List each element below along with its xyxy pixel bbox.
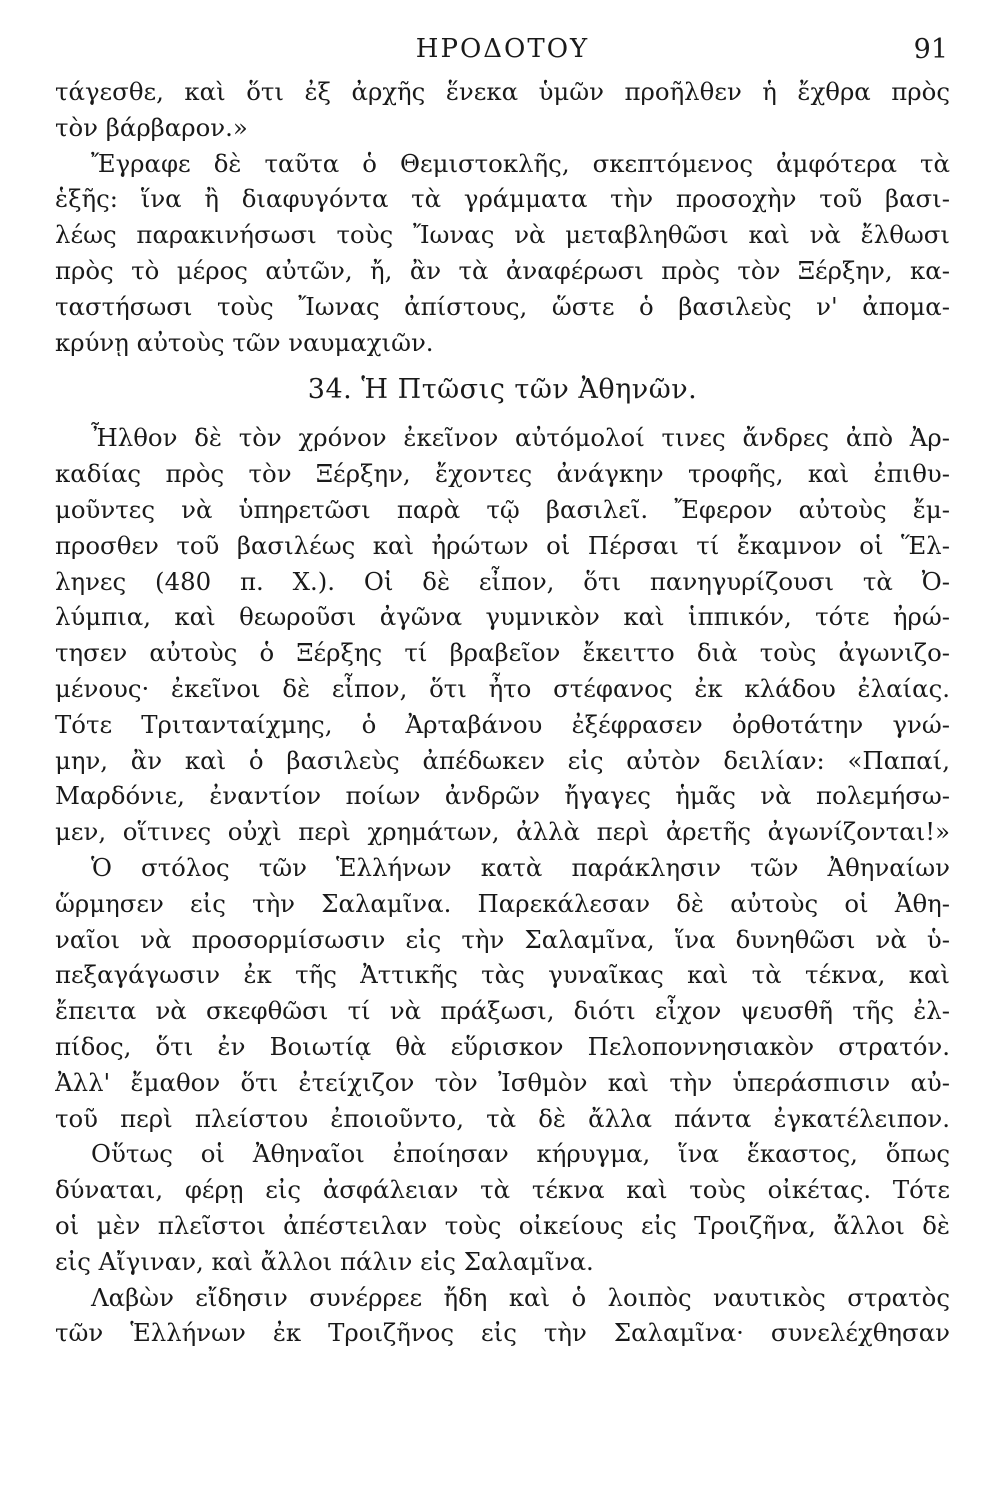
- running-head: [55, 28, 950, 74]
- text-line: οἱ μὲν πλεῖστοι ἀπέστειλαν τοὺς οἰκείους εἰς Τροιζῆνα, ἄλλοι δὲ: [55, 1210, 950, 1240]
- running-title: ΗΡΟΔΟΤΟΥ: [415, 34, 590, 64]
- text-line: πεξαγάγωσιν ἐκ τῆς Ἀττικῆς τὰς γυναῖκας καὶ τὰ τέκνα, καὶ: [55, 960, 950, 990]
- text-line: τάγεσθε, καὶ ὅτι ἐξ ἀρχῆς ἕνεκα ὑμῶν προῆλθεν ἡ ἔχθρα πρὸς: [55, 77, 950, 106]
- text-line: Ἀλλ' ἔμαθον ὅτι ἐτείχιζον τὸν Ἰσθμὸν καὶ τὴν ὑπεράσπισιν αὐ-: [55, 1067, 950, 1097]
- text-line: πρὸς τὸ μέρος αὐτῶν, ἤ, ἂν τὰ ἀναφέρωσι πρὸς τὸν Ξέρξην, κα-: [55, 255, 950, 285]
- text-line: ὥρμησεν εἰς τὴν Σαλαμῖνα. Παρεκάλεσαν δὲ αὐτοὺς οἱ Ἀθη-: [55, 888, 950, 918]
- text-line: ἔπειτα νὰ σκεφθῶσι τί νὰ πράξωσι, διότι εἶχον ψευσθῆ τῆς ἐλ-: [55, 996, 950, 1026]
- text-line: κρύνῃ αὐτοὺς τῶν ναυμαχιῶν.: [55, 327, 434, 357]
- text-line: μην, ἂν καὶ ὁ βασιλεὺς ἀπέδωκεν εἰς αὐτὸν δειλίαν: «Παπαί,: [55, 745, 950, 775]
- text-line: τὸν βάρβαρον.»: [55, 112, 248, 142]
- text-line: καδίας πρὸς τὸν Ξέρξην, ἔχοντες ἀνάγκην τροφῆς, καὶ ἐπιθυ-: [55, 459, 950, 489]
- text-line: τῶν Ἑλλήνων ἐκ Τροιζῆνος εἰς τὴν Σαλαμῖνα· συνελέχθησαν: [55, 1318, 950, 1348]
- text-line: προσθεν τοῦ βασιλέως καὶ ἠρώτων οἱ Πέρσαι τί ἔκαμνον οἱ Ἕλ-: [55, 530, 950, 560]
- text-line: λέως παρακινήσωσι τοὺς Ἴωνας νὰ μεταβληθῶσι καὶ νὰ ἔλθωσι: [55, 220, 950, 250]
- text-line: Λαβὼν εἴδησιν συνέρρεε ἤδη καὶ ὁ λοιπὸς ναυτικὸς στρατὸς: [91, 1282, 950, 1312]
- text-line: πίδος, ὅτι ἐν Βοιωτίᾳ θὰ εὕρισκον Πελοποννησιακὸν στρατόν.: [55, 1031, 950, 1061]
- text-line: εἰς Αἴγιναν, καὶ ἄλλοι πάλιν εἰς Σαλαμῖνα.: [55, 1246, 594, 1276]
- text-line: ταστήσωσι τοὺς Ἴωνας ἀπίστους, ὥστε ὁ βασιλεὺς ν' ἀπομα-: [55, 291, 950, 321]
- section-heading: 34. Ἡ Πτῶσις τῶν Ἀθηνῶν.: [307, 374, 698, 406]
- text-line: ληνες (480 π. Χ.). Οἱ δὲ εἶπον, ὅτι πανηγυρίζουσι τὰ Ὀ-: [55, 566, 950, 596]
- text-line: μεν, οἵτινες οὐχὶ περὶ χρημάτων, ἀλλὰ περὶ ἀρετῆς ἀγωνίζονται!»: [55, 817, 950, 847]
- text-line: μένους· ἐκεῖνοι δὲ εἶπον, ὅτι ἦτο στέφανος ἐκ κλάδου ἐλαίας.: [55, 673, 950, 703]
- book-page: [55, 28, 950, 1478]
- text-block-before-heading: [55, 74, 950, 360]
- text-line: δύναται, φέρῃ εἰς ἀσφάλειαν τὰ τέκνα καὶ τοὺς οἰκέτας. Τότε: [55, 1175, 950, 1205]
- text-line: μοῦντες νὰ ὑπηρετῶσι παρὰ τῷ βασιλεῖ. Ἔφερον αὐτοὺς ἔμ-: [55, 494, 950, 524]
- text-line: ναῖοι νὰ προσορμίσωσιν εἰς τὴν Σαλαμῖνα, ἵνα δυνηθῶσι νὰ ὑ-: [55, 924, 950, 954]
- page-number: 91: [913, 34, 948, 65]
- text-line: τοῦ περὶ πλείστου ἐποιοῦντο, τὰ δὲ ἄλλα πάντα ἐγκατέλειπον.: [55, 1103, 950, 1133]
- text-line: Τότε Τριτανταίχμης, ὁ Ἀρταβάνου ἐξέφρασεν ὀρθοτάτην γνώ-: [55, 709, 950, 739]
- text-line: Μαρδόνιε, ἐναντίον ποίων ἀνδρῶν ἤγαγες ἡμᾶς νὰ πολεμήσω-: [55, 781, 950, 811]
- text-line: τησεν αὐτοὺς ὁ Ξέρξης τί βραβεῖον ἔκειττο διὰ τοὺς ἀγωνιζο-: [55, 638, 950, 668]
- text-block-after-heading: [55, 420, 950, 1351]
- text-line: λύμπια, καὶ θεωροῦσι ἀγῶνα γυμνικὸν καὶ ἱππικόν, τότε ἠρώ-: [55, 602, 950, 632]
- text-line: Ὁ στόλος τῶν Ἑλλήνων κατὰ παράκλησιν τῶν Ἀθηναίων: [91, 852, 950, 882]
- text-line: Οὕτως οἱ Ἀθηναῖοι ἐποίησαν κήρυγμα, ἵνα ἕκαστος, ὅπως: [91, 1139, 950, 1169]
- text-line: Ἦλθον δὲ τὸν χρόνον ἐκεῖνον αὐτόμολοί τινες ἄνδρες ἀπὸ Ἀρ-: [91, 423, 950, 453]
- text-line: Ἔγραφε δὲ ταῦτα ὁ Θεμιστοκλῆς, σκεπτόμενος ἀμφότερα τὰ: [91, 148, 950, 178]
- text-line: ἑξῆς: ἵνα ἢ διαφυγόντα τὰ γράμματα τὴν προσοχὴν τοῦ βασι-: [55, 184, 950, 214]
